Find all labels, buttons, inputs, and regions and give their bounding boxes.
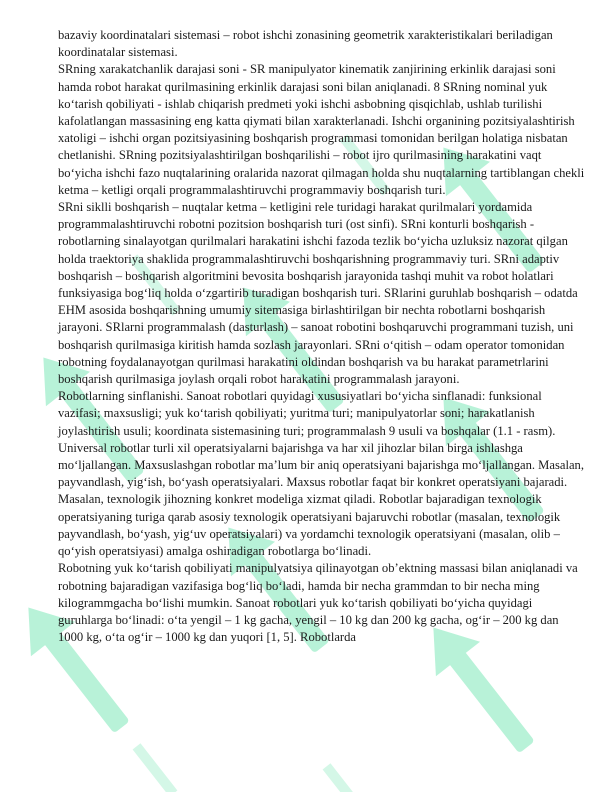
paragraph: Robotning yuk ko‘tarish qobiliyati manipulyatsiya qilinayotgan ob’ektning massasi bilan aniqlanadi va robotning bajaradigan vazifasiga bog‘liq bo‘ladi, hamda bir necha grammdan to bir necha ming kilogrammgacha bo‘lishi mumkin. Sanoat robotlari yuk ko‘tarish qobiliyati bo‘yicha quyidagi guruhlarga bo‘linadi: o‘ta yengil – 1 kg gacha, yengil – 10 kg dan 200 kg gacha, og‘ir – 200 kg dan 1000 kg, o‘ta og‘ir – 1000 kg dan yuqori [1, 5]. Robotlarda bbox=[58, 561, 578, 645]
paragraph: SRning xarakatchanlik darajasi soni - SR manipulyator kinematik zanjirining erkinlik darajasi soni hamda robot harakat qurilmasining erkinlik darajasi soni bilan aniqlanadi. 8 SRning nominal yuk ko‘tarish qobiliyati - ishlab chiqarish predmeti yoki ishchi asbobning qisqichlab, ushlab turilishi kafolatlangan massasining eng katta qiymati bilan xarakterlanadi. Ishchi organining pozitsiyalashtirish xatoligi – ishchi organ pozitsiyasining boshqarish programmasi tomonidan berilgan holatiga nisbatan chetlanishi. SRning pozitsiyalashtirilgan boshqarilishi – robot ijro qurilmasining harakatini vaqt bo‘yicha ishchi fazo nuqtalarining oralarida nazorat qilmagan holda shu nuqtalarning tartiblangan chekli ketma – ketligi orqali programmalashtiruvchi programmaviy boshqarish turi. bbox=[58, 62, 585, 197]
paragraph: bazaviy koordinatalari sistemasi – robot ishchi zonasining geometrik xarakteristikalari beriladigan koordinatalar sistemasi. bbox=[58, 28, 553, 60]
paragraph: Robotlarning sinflanishi. Sanoat robotlari quyidagi xususiyatlari bo‘yicha sinflanadi: funksional vazifasi; maxsusligi; yuk ko‘tarish qobiliyati; yuritma turi; manipulyatorlar soni; harakatlanish joylashtirish usuli; koordinata sistemasining turi; programmalash 9 usuli va boshqalar (1.1 - rasm). Universal robotlar turli xil operatsiyalarni bajarishga va har xil jihozlar bilan birga ishlashga mo‘ljallangan. Maxsuslashgan robotlar ma’lum bir aniq operatsiyani bajarishga mo‘ljallangan. Masalan, payvandlash, yig‘ish, bo‘yash operatsiyalari. Maxsus robotlar faqat bir konkret operatsiyani bajaradi. Masalan, texnologik jihozning konkret modeliga xizmat qiladi. Robotlar bajaradigan texnologik operatsiyaning turiga qarab asosiy texnologik operatsiyani bajaruvchi robotlar (masalan, texnologik payvandlash, bo‘yash, yig‘uv operatsiyalari) va yordamchi texnologik operatsiyani (masalan, olib – qo‘yish operatsiyasi) amalga oshiradigan robotlarga bo‘linadi. bbox=[58, 389, 584, 559]
document-body bbox=[58, 27, 586, 646]
paragraph: SRni siklli boshqarish – nuqtalar ketma – ketligini rele turidagi harakat qurilmalari yordamida programmalashtiruvchi robotni pozitsion boshqarish turi (ost sinfi). SRni konturli boshqarish - robotlarning sinalayotgan qurilmalari harakatini ishchi fazoda tezlik bo‘yicha uzluksiz nazorat qilgan holda traektoriya shaklida programmalashtiruvchi boshqarishning programmaviy turi. SRni adaptiv boshqarish – boshqarish algoritmini bevosita boshqarish jarayonida tashqi muhit va robot holatlari funksiyasiga bog‘liq holda o‘zgartirib turadigan boshqarish turi. SRlarini guruhlab boshqarish – odatda EHM asosida boshqarishning umumiy sitemasiga birlashtirilgan bir nechta robotlarni boshqarish jarayoni. SRlarni programmalash (dasturlash) – sanoat robotini boshqaruvchi programmani tuzish, uni boshqarish qurilmasiga kiritish hamda sozlash jarayonlari. SRni o‘qitish – odam operator tomonidan robotning foydalanayotgan qurilmasi harakatini oldindan boshqarish va bu harakat parametrlarini boshqarish qurilmasiga joylash orqali robot harakatini programmalash jarayoni. bbox=[58, 200, 578, 387]
